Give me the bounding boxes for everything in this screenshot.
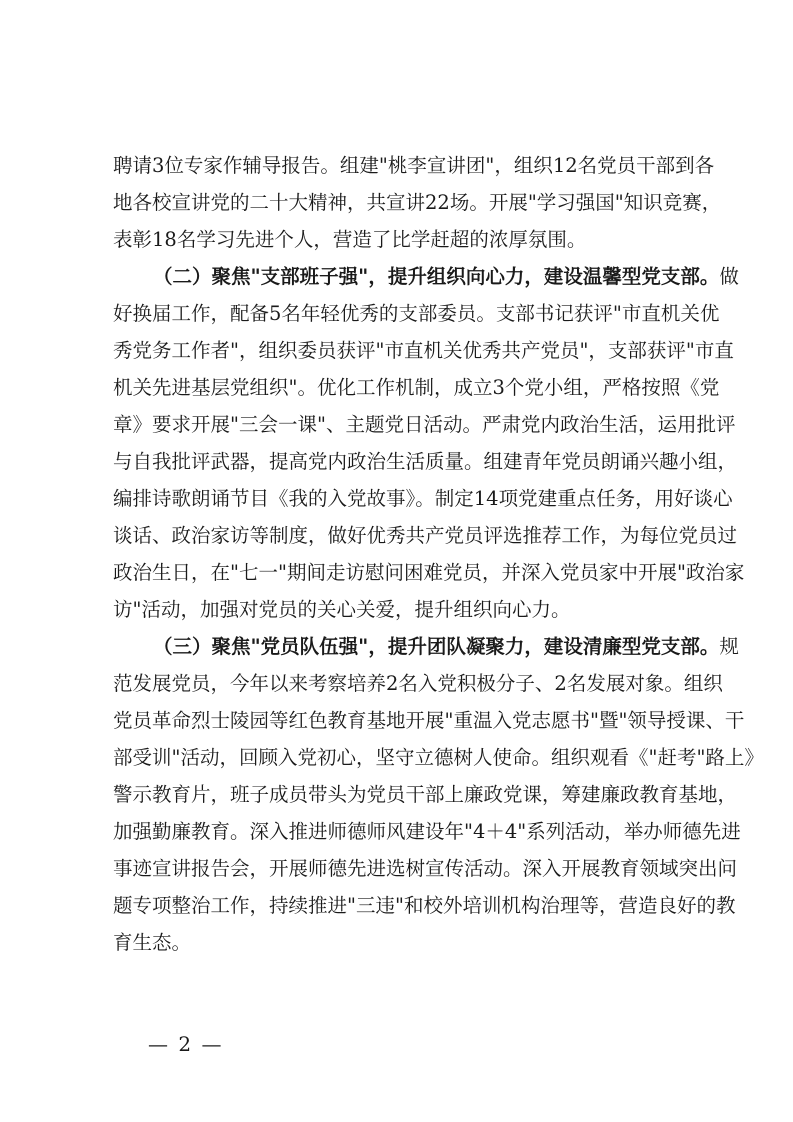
body-line: 表彰18名学习先进个人，营造了比学赶超的浓厚氛围。	[113, 228, 587, 251]
body-line: 部受训"活动，回顾入党初心，坚守立德树人使命。组织观看《"赶考"路上》	[113, 746, 764, 769]
body-line: 警示教育片，班子成员带头为党员干部上廉政党课，筹建廉政教育基地，	[113, 783, 738, 806]
page-number: — 2 —	[148, 1032, 224, 1056]
body-line: 题专项整治工作，持续推进"三违"和校外培训机构治理等，营造良好的教	[113, 894, 736, 917]
body-line: 地各校宣讲党的二十大精神，共宣讲22场。开展"学习强国"知识竞赛，	[113, 191, 722, 214]
body-line: 政治生日，在"七一"期间走访慰问困难党员，并深入党员家中开展"政治家	[113, 561, 745, 584]
section-heading-line	[153, 630, 739, 664]
body-line: 编排诗歌朗诵节目《我的入党故事》。制定14项党建重点任务，用好谈心	[113, 487, 733, 510]
body-line: 党员革命烈士陵园等红色教育基地开展"重温入党志愿书"暨"领导授课、干	[113, 709, 745, 732]
section-heading: （二）聚焦"支部班子强"，提升组织向心力，建设温馨型党支部。	[153, 265, 720, 288]
body-line: 好换届工作，配备5名年轻优秀的支部委员。支部书记获评"市直机关优	[113, 302, 720, 325]
body-text: 做	[719, 265, 739, 288]
body-line: 谈话、政治家访等制度，做好优秀共产党员评选推荐工作，为每位党员过	[113, 524, 738, 547]
body-line: 范发展党员，今年以来考察培养2名入党积极分子、2名发展对象。组织	[113, 672, 723, 695]
body-line: 育生态。	[113, 931, 192, 954]
body-line: 访"活动，加强对党员的关心关爱，提升组织向心力。	[113, 598, 571, 621]
body-text: 规	[719, 635, 739, 658]
body-line: 与自我批评武器，提高党内政治生活质量。组建青年党员朗诵兴趣小组，	[113, 450, 738, 473]
body-line: 加强勤廉教育。深入推进师德师风建设年"4＋4"系列活动，举办师德先进	[113, 820, 741, 843]
body-line: 事迹宣讲报告会，开展师德先进选树宣传活动。深入开展教育领域突出问	[113, 857, 738, 880]
body-line: 章》要求开展"三会一课"、主题党日活动。严肃党内政治生活，运用批评	[113, 413, 736, 436]
section-heading: （三）聚焦"党员队伍强"，提升团队凝聚力，建设清廉型党支部。	[153, 635, 720, 658]
body-line: 秀党务工作者"，组织委员获评"市直机关优秀共产党员"，支部获评"市直	[113, 339, 734, 362]
section-heading-line	[153, 260, 739, 294]
body-line: 机关先进基层党组织"。优化工作机制，成立3个党小组，严格按照《党	[113, 376, 720, 399]
body-line: 聘请3位专家作辅导报告。组建"桃李宣讲团"，组织12名党员干部到各	[113, 154, 715, 177]
